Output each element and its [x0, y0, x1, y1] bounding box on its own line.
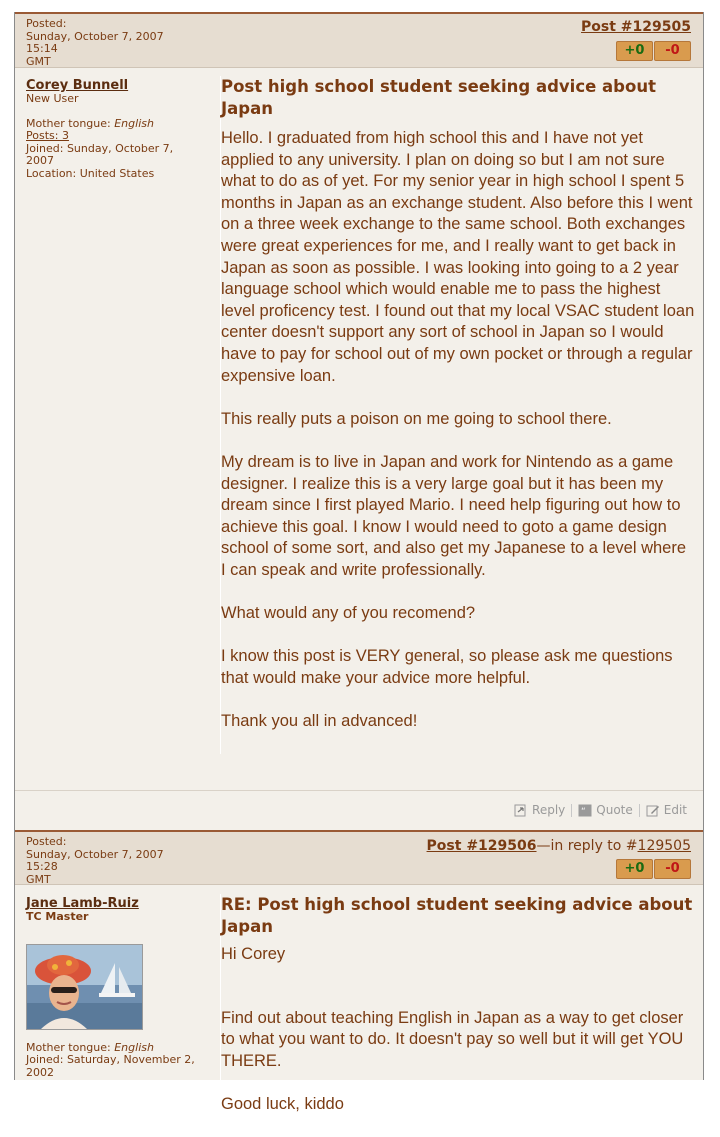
posted-label: Posted:	[26, 835, 67, 848]
author-posts-link[interactable]: Posts: 3	[26, 129, 69, 142]
vote-down-button[interactable]: -0	[654, 41, 691, 61]
reply-label: Reply	[532, 803, 566, 817]
posted-info	[26, 836, 196, 886]
author-joined: Joined: Saturday, November 2, 2002	[26, 1053, 195, 1079]
in-reply-to-label: —in reply to #	[536, 838, 638, 854]
quote-button[interactable]	[578, 803, 632, 817]
post-header	[15, 830, 703, 885]
post-129505	[14, 12, 704, 830]
vote-up-button[interactable]: +0	[616, 859, 653, 879]
reply-target-link[interactable]: 129505	[637, 838, 691, 854]
post-paragraph: This really puts a poison on me going to school there.	[221, 409, 612, 428]
posted-date: Sunday, October 7, 2007 15:28	[26, 847, 164, 873]
post-paragraph: Find out about teaching English in Japan as a way to get closer to what you want to do. It doesn't pay so well but it will get YOU THERE.	[221, 1008, 684, 1070]
post-paragraph: I know this post is VERY general, so please ask me questions that would make your advice more helpful.	[221, 647, 673, 687]
quote-label: Quote	[596, 803, 633, 817]
post-permalink[interactable]: Post #129506	[426, 838, 537, 854]
posted-tz: GMT	[26, 54, 51, 68]
post-paragraph: My dream is to live in Japan and work for Nintendo as a game designer. I realize this is a very large goal but it has been my dream since I first played Mario. I need help figuring out how to achieve this goal. I know I would need to goto a game design school of some sort, and also get my Japanese to a level where I can speak and write professionally.	[221, 452, 687, 579]
vote-down-button[interactable]: -0	[654, 859, 691, 879]
author-sidebar	[26, 896, 196, 1079]
edit-icon	[646, 804, 660, 817]
reply-icon	[514, 804, 528, 817]
author-rank: New User	[26, 92, 79, 105]
posted-tz: GMT	[26, 872, 51, 886]
post-paragraph: Thank you all in advanced!	[221, 712, 418, 731]
post-paragraph: Hi Corey	[221, 945, 286, 963]
author-sidebar	[26, 78, 196, 180]
post-content	[220, 76, 695, 754]
post-body	[221, 944, 695, 1116]
mother-tongue-label: Mother tongue:	[26, 1040, 111, 1054]
svg-text:“: “	[581, 806, 586, 817]
post-footer	[15, 790, 703, 831]
vote-box	[616, 859, 691, 879]
post-title: RE: Post high school student seeking advice about Japan	[221, 895, 693, 936]
posted-info	[26, 18, 196, 68]
post-header	[15, 12, 703, 68]
divider	[571, 804, 572, 817]
author-location: Location: United States	[26, 166, 155, 180]
vote-box	[616, 41, 691, 61]
mother-tongue-label: Mother tongue:	[26, 116, 111, 130]
author-name-link[interactable]: Corey Bunnell	[26, 78, 129, 93]
author-rank: TC Master	[26, 910, 89, 923]
post-paragraph: Good luck, kiddo	[221, 1094, 344, 1113]
reply-info	[427, 836, 691, 856]
posted-label: Posted:	[26, 17, 67, 30]
vote-up-button[interactable]: +0	[616, 41, 653, 61]
edit-button[interactable]	[646, 803, 687, 817]
mother-tongue-value: English	[114, 1040, 154, 1054]
post-content	[220, 894, 695, 1137]
post-129506	[14, 830, 704, 1113]
post-paragraph: What would any of you recomend?	[221, 604, 476, 623]
edit-label: Edit	[663, 803, 687, 817]
reply-button[interactable]	[514, 803, 565, 817]
quote-icon	[578, 804, 592, 817]
author-joined: Joined: Sunday, October 7, 2007	[26, 141, 174, 167]
post-body	[221, 128, 695, 733]
post-title: Post high school student seeking advice about Japan	[221, 77, 656, 118]
author-name-link[interactable]: Jane Lamb-Ruiz	[26, 896, 139, 911]
post-actions	[514, 803, 687, 817]
mother-tongue-value: English	[114, 116, 154, 130]
author-avatar[interactable]	[26, 944, 143, 1030]
post-permalink[interactable]: Post #129505	[581, 19, 691, 35]
divider	[639, 804, 640, 817]
post-paragraph: Hello. I graduated from high school this and I have not yet applied to any university. I plan on doing so but I am not sure what to do as of yet. For my senior year in high school I spent 5 months in Japan as an exchange student. Also before this I went on a three week exchange to the same school. Both exchanges were great experiences for me, and I really want to get back in Japan as soon as possible. I was looking into going to a 2 year language school which would enable me to pass the highest level proficency test. I found out that my local VSAC student loan center doesn't support any sort of school in Japan so I would have to pay for school out of my own pocket or through a regular expensive loan.	[221, 129, 695, 385]
posted-date: Sunday, October 7, 2007 15:14	[26, 29, 164, 55]
